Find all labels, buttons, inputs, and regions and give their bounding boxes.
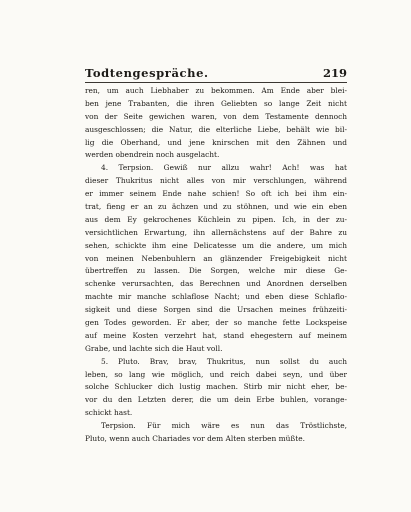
- text-line: leben, so lang wie möglich, und reich dabei seyn, und über: [85, 369, 347, 379]
- text-line: Pluto, wenn auch Chariades vor dem Alten sterben müßte.: [85, 434, 305, 444]
- text-line: schickt hast.: [85, 408, 133, 418]
- text-line: ausgeschlossen; die Natur, die elterliche Liebe, behält wie bil-: [85, 124, 347, 134]
- text-line: lig die Oberhand, und jene knirschen mit den Zähnen und: [85, 137, 347, 147]
- text-line: machte mir manche schlaflose Nacht; und eben diese Schlaflo-: [85, 292, 347, 302]
- text-line: auf meine Kosten verzehrt hat, stand ehegestern auf meinem: [85, 330, 347, 340]
- text-line: gen Todes geworden. Er aber, der so manche fette Lockspeise: [85, 318, 347, 328]
- body-text: [85, 85, 347, 446]
- text-line: dieser Thukritus nicht alles von mir verschlungen, während: [85, 176, 347, 186]
- text-line: Terpsion. Für mich wäre es nun das Tröstlichste,: [101, 421, 347, 431]
- text-line: trat, fieng er an zu ächzen und zu stöhnen, und wie ein eben: [85, 202, 347, 212]
- text-line: 4. Terpsion. Gewiß nur allzu wahr! Ach! was hat: [101, 163, 347, 173]
- text-line: sigkeit und diese Sorgen sind die Ursachen meines frühzeiti-: [85, 305, 347, 315]
- running-header: [85, 66, 347, 80]
- text-line: versichtlichen Erwartung, ihn allernächstens auf der Bahre zu: [85, 227, 347, 237]
- text-line: sehen, schickte ihm eine Delicatesse um die andere, um mich: [85, 240, 347, 250]
- text-line: vor du den Letzten derer, die um dein Erbe buhlen, vorange-: [85, 395, 347, 405]
- text-line: übertreffen zu lassen. Die Sorgen, welche mir diese Ge-: [85, 266, 347, 276]
- page-number: 219: [322, 66, 347, 80]
- text-line: ren, um auch Liebhaber zu bekommen. Am Ende aber blei-: [85, 86, 347, 95]
- text-line: er immer seinem Ende nahe schien! So oft ich bei ihm ein-: [85, 189, 347, 199]
- text-line: von der Seite gewichen waren, von dem Testamente dennoch: [85, 111, 347, 121]
- header-rule: [85, 82, 347, 83]
- text-line: Grabe, und lachte sich die Haut voll.: [85, 343, 223, 353]
- text-line: werden obendrein noch ausgelacht.: [85, 150, 220, 160]
- text-line: aus dem Ey gekrochenes Küchlein zu pipen. Ich, in der zu-: [85, 214, 347, 224]
- running-title: Todtengespräche.: [85, 66, 209, 80]
- text-line: von meinen Nebenbuhlern an glänzender Freigebigkeit nicht: [85, 253, 347, 263]
- text-line: 5. Pluto. Brav, brav, Thukritus, nun sollst du auch: [101, 356, 347, 366]
- text-line: ben jene Trabanten, die ihren Geliebten so lange Zeit nicht: [85, 98, 347, 108]
- text-line: schenke verursachten, das Berechnen und Anordnen derselben: [85, 279, 347, 289]
- text-line: solche Schlucker dich lustig machen. Stirb mir nicht eher, be-: [85, 382, 347, 392]
